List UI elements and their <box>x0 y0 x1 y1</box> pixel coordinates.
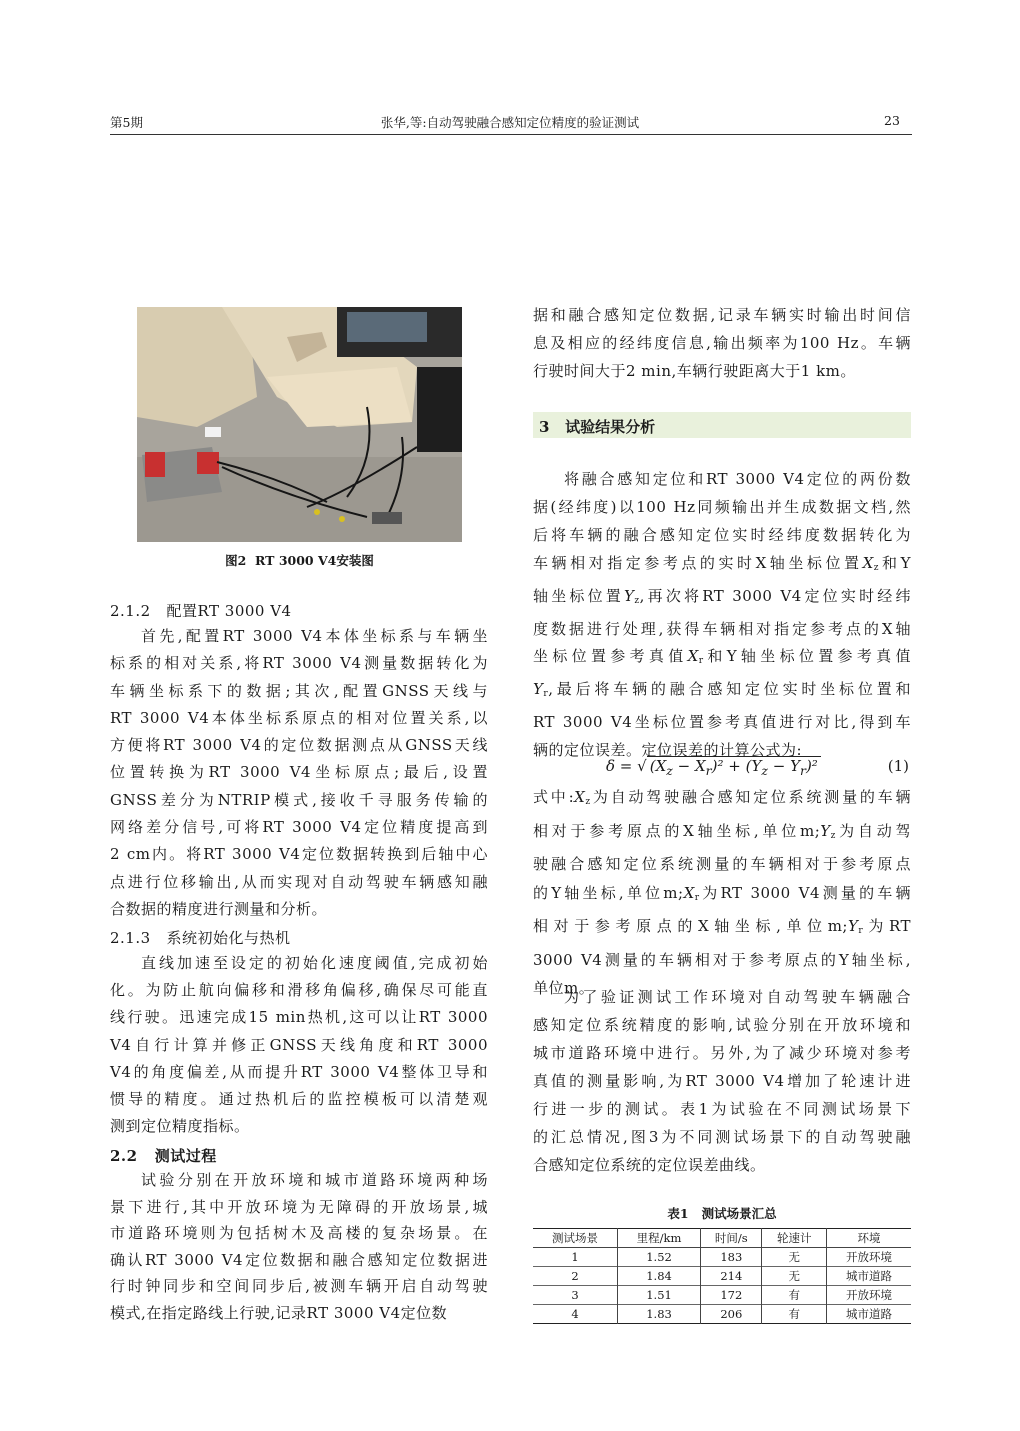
table-row <box>533 1267 911 1286</box>
text-line: 确认RT 3000 V4定位数据和融合感知定位数据进 <box>110 1250 488 1269</box>
header-rule <box>110 134 912 135</box>
text-line: V4自行计算并修正GNSS天线角度和RT 3000 <box>110 1035 488 1054</box>
text-line: 度数据进行处理,获得车辆相对指定参考点的X轴 <box>533 619 911 638</box>
equation-body: δ = √ $(X_z - X_r)^2 + (Y_z - Y_r)^2$ <box>606 757 821 778</box>
table-caption: 表1 测试场景汇总 <box>667 1206 777 1221</box>
paragraph <box>533 983 911 1179</box>
text-line: $Y_r$,最后将车辆的融合感知定位实时坐标位置和 <box>533 680 911 700</box>
table-cell: 4 <box>571 1307 579 1321</box>
table-cell: 有 <box>762 1305 827 1324</box>
table-cell: 172 <box>701 1286 762 1305</box>
scenario-summary-table <box>533 1228 911 1324</box>
paragraph <box>533 301 911 385</box>
equipment-box <box>417 367 462 452</box>
text-line: 位置转换为RT 3000 V4坐标原点;最后,设置 <box>110 763 488 782</box>
table-cell: 1.52 <box>617 1248 700 1267</box>
table-row <box>533 1248 911 1267</box>
text-line: 轴坐标位置$Y_z$,再次将RT 3000 V4定位实时经纬 <box>533 586 911 606</box>
text-line: 驶融合感知定位系统测量的车辆相对于参考原点 <box>533 855 911 873</box>
column-header: 测试场景 <box>551 1231 598 1245</box>
text-line: 行进一步的测试。表1为试验在不同测试场景下 <box>533 1100 911 1118</box>
text-line: 直线加速至设定的初始化速度阈值,完成初始 <box>141 954 488 972</box>
equation-radicand: $(X_z - X_r)^2 + (Y_z - Y_r)^2$ <box>647 756 821 775</box>
text-line: RT 3000 V4坐标位置参考真值进行对比,得到车 <box>533 713 911 732</box>
running-title: 张华,等:自动驾驶融合感知定位精度的验证测试 <box>380 115 640 130</box>
paragraph <box>110 1167 488 1327</box>
text-line: 景下进行,其中开放环境为无障碍的开放场景,城 <box>110 1197 488 1216</box>
table-row <box>533 1305 911 1324</box>
red-device <box>145 452 165 477</box>
table-cell: 2 <box>571 1269 579 1283</box>
column-header: 环境 <box>826 1229 911 1248</box>
table-cell: 3 <box>571 1288 579 1302</box>
text-line: 后将车辆的融合感知定位实时经纬度数据转化为 <box>533 525 911 544</box>
text-line: 据和融合感知定位数据,记录车辆实时输出时间信 <box>533 306 911 324</box>
section-heading-3 <box>533 412 911 438</box>
laptop-screen <box>347 312 427 342</box>
section-heading-2-1-2: 2.1.2 配置RT 3000 V4 <box>110 602 292 620</box>
text-line: 相对于参考原点的X轴坐标,单位$m;Y_r$为RT <box>533 917 911 936</box>
text-line: 试验分别在开放环境和城市道路环境两种场 <box>141 1171 488 1189</box>
paragraph <box>110 623 488 923</box>
text-line: GNSS差分为NTRIP模式,接收千寻服务传输的 <box>110 790 488 809</box>
table-cell: 开放环境 <box>826 1248 911 1267</box>
text-line: 将融合感知定位和RT 3000 V4定位的两份数 <box>564 470 911 488</box>
text-line: 行时钟同步和空间同步后,被测车辆开启自动驾驶 <box>110 1277 488 1296</box>
text-line: 行驶时间大于2 min,车辆行驶距离大于1 km。 <box>533 362 856 380</box>
equation-lhs: δ = <box>606 757 638 775</box>
text-line: 惯导的精度。通过热机后的监控模板可以清楚观 <box>110 1090 488 1109</box>
column-header: 轮速计 <box>762 1229 827 1248</box>
text-line: 合数据的精度进行测量和分析。 <box>110 899 328 918</box>
text-line: 网络差分信号,可将RT 3000 V4定位精度提高到 <box>110 818 488 837</box>
text-line: 2 cm内。将RT 3000 V4定位数据转换到后轴中心 <box>110 845 488 864</box>
text-line: 模式,在指定路线上行驶,记录RT 3000 V4定位数 <box>110 1303 448 1322</box>
table-cell: 214 <box>701 1267 762 1286</box>
text-line: 市道路环境则为包括树木及高楼的复杂场景。在 <box>110 1224 488 1243</box>
text-line: 车辆相对指定参考点的实时X轴坐标位置$X_z$和Y <box>533 553 911 573</box>
text-line: 的Y轴坐标,单位$m;X_r$为RT 3000 V4测量的车辆 <box>533 883 911 903</box>
connector-box <box>372 512 402 524</box>
table-cell: 无 <box>762 1267 827 1286</box>
text-line: 首先,配置RT 3000 V4本体坐标系与车辆坐 <box>141 627 488 645</box>
table-cell: 城市道路 <box>826 1267 911 1286</box>
text-line: 感知定位系统精度的影响,试验分别在开放环境和 <box>533 1016 911 1034</box>
table-cell: 206 <box>701 1305 762 1324</box>
column-header: 时间/s <box>701 1229 762 1248</box>
text-line: 息及相应的经纬度信息,输出频率为100 Hz。车辆 <box>533 334 911 352</box>
connector <box>339 516 345 522</box>
section-heading-2-2: 2.2 测试过程 <box>110 1147 217 1165</box>
table-cell: 1.83 <box>617 1305 700 1324</box>
text-line: 单位m。 <box>533 979 595 997</box>
table-cell: 1 <box>571 1250 579 1264</box>
table-cell: 开放环境 <box>826 1286 911 1305</box>
installation-photo <box>137 307 462 542</box>
table-cell: 有 <box>762 1286 827 1305</box>
text-line: 真值的测量影响,为RT 3000 V4增加了轮速计进 <box>533 1072 911 1090</box>
text-line: 化。为防止航向偏移和滑移角偏移,确保尽可能直 <box>110 981 488 1000</box>
table-cell: 城市道路 <box>826 1305 911 1324</box>
text-line: RT 3000 V4本体坐标系原点的相对位置关系,以 <box>110 708 488 727</box>
section-heading-2-1-3: 2.1.3 系统初始化与热机 <box>110 929 291 947</box>
table-cell: 1.84 <box>617 1267 700 1286</box>
text-line: 式中$:X_z$为自动驾驶融合感知定位系统测量的车辆 <box>533 788 911 807</box>
paragraph <box>533 466 911 765</box>
section-heading-3-text: 3 试验结果分析 <box>539 418 656 436</box>
text-line: 坐标位置参考真值$X_r$和Y轴坐标位置参考真值 <box>533 647 911 667</box>
equation-1 <box>533 755 911 781</box>
text-line: 城市道路环境中进行。另外,为了减少环境对参考 <box>533 1044 911 1062</box>
text-line: 据(经纬度)以100 Hz同频输出并生成数据文档,然 <box>533 497 911 516</box>
text-line: 点进行位移输出,从而实现对自动驾驶车辆感知融 <box>110 872 488 891</box>
table-cell: 183 <box>701 1248 762 1267</box>
figure-caption: 图2 RT 3000 V4安装图 <box>225 553 374 568</box>
table-cell: 1.51 <box>617 1286 700 1305</box>
red-device-2 <box>197 452 219 474</box>
text-line: V4的角度偏差,从而提升RT 3000 V4整体卫导和 <box>110 1062 488 1081</box>
white-item <box>205 427 221 437</box>
text-line: 车辆坐标系下的数据;其次,配置GNSS天线与 <box>110 681 488 700</box>
table-row <box>533 1286 911 1305</box>
text-line: 辆的定位误差。定位误差的计算公式为: <box>533 741 803 760</box>
text-line: 标系的相对关系,将RT 3000 V4测量数据转化为 <box>110 654 488 673</box>
connector <box>314 509 320 515</box>
text-line: 的汇总情况,图3为不同测试场景下的自动驾驶融 <box>533 1128 911 1146</box>
table-header-row <box>533 1229 911 1248</box>
text-line: 测到定位精度指标。 <box>110 1117 250 1136</box>
issue-number: 第5期 <box>110 115 143 130</box>
column-header: 里程/km <box>617 1229 700 1248</box>
paragraph <box>533 783 911 1003</box>
text-line: 方便将RT 3000 V4的定位数据测点从GNSS天线 <box>110 736 488 755</box>
page-number: 23 <box>884 113 900 128</box>
text-line: 合感知定位系统的定位误差曲线。 <box>533 1156 766 1174</box>
text-line: 3000 V4测量的车辆相对于参考原点的Y轴坐标, <box>533 950 911 969</box>
text-line: 相对于参考原点的X轴坐标,单位$m;Y_z$为自动驾 <box>533 821 911 841</box>
paragraph <box>110 950 488 1140</box>
table-cell: 无 <box>762 1248 827 1267</box>
equation-number: (1) <box>887 757 909 775</box>
text-line: 为了验证测试工作环境对自动驾驶车辆融合 <box>564 988 911 1006</box>
text-line: 线行驶。迅速完成15 min热机,这可以让RT 3000 <box>110 1008 488 1027</box>
